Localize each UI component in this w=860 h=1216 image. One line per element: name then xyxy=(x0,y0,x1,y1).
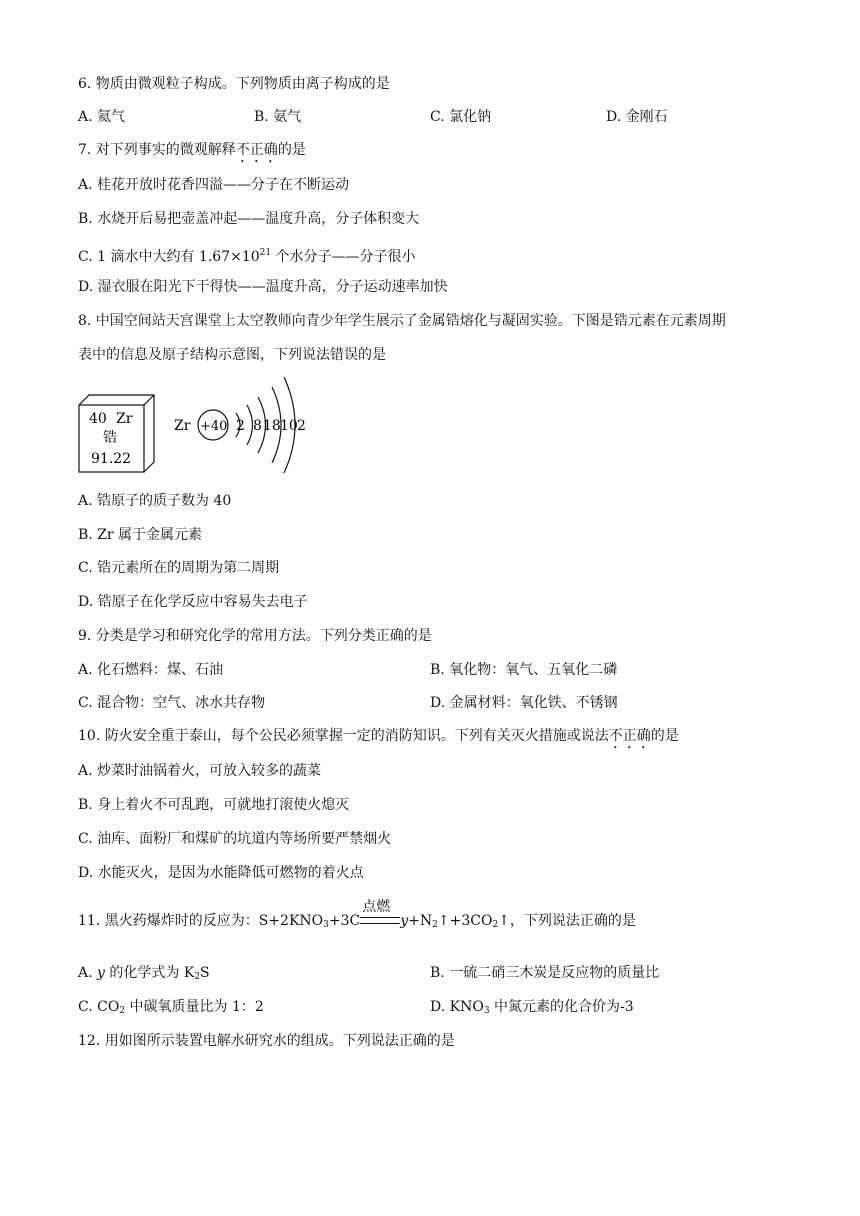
structure-symbol: Zr xyxy=(174,418,191,434)
q11-option-a-pre: A. xyxy=(78,965,98,981)
q8-option-d: D. 锆原子在化学反应中容易失去电子 xyxy=(78,594,308,610)
q12-stem: 12. 用如图所示装置电解水研究水的组成。下列说法正确的是 xyxy=(78,1033,455,1049)
reaction-condition: 点燃 xyxy=(362,899,391,915)
q10-option-b: B. 身上着火不可乱跑，可就地打滚使火熄灭 xyxy=(78,797,350,813)
q9-option-a: A. 化石燃料：煤、石油 xyxy=(78,662,224,678)
shell-arc-2 xyxy=(247,405,253,445)
q8-stem-line2: 表中的信息及原子结构示意图，下列说法错误的是 xyxy=(78,347,386,363)
shell-electrons-1: 2 xyxy=(236,418,245,434)
q11-option-a xyxy=(78,964,210,986)
gas-arrow-icon-2: ↑ xyxy=(498,913,510,929)
q6-option-b: B. 氨气 xyxy=(254,109,302,125)
q10-emphasis: 不正确 xyxy=(608,728,651,744)
q7-option-c xyxy=(78,244,416,266)
q11-option-c xyxy=(78,998,264,1020)
element-name: 锆 xyxy=(103,430,117,446)
q11-option-a-y: y xyxy=(97,965,105,981)
q10-stem xyxy=(78,727,679,752)
q11-option-d-pre: D. KNO xyxy=(430,999,484,1015)
q11-plus-co: +3CO xyxy=(449,913,493,929)
q11-option-d-sub: 3 xyxy=(483,1006,490,1016)
q10-stem-pre: 10. 防火安全重于泰山，每个公民必须掌握一定的消防知识。下列有关灭火措施或说法 xyxy=(78,728,609,744)
q11-option-c-pre: C. CO xyxy=(78,999,120,1015)
shell-electrons-4: 10 xyxy=(280,418,298,434)
q7-emphasis: 不正确 xyxy=(235,142,278,158)
reaction-arrow xyxy=(360,899,400,930)
q7-option-b: B. 水烧开后易把壶盖冲起——温度升高，分子体积变大 xyxy=(78,211,420,227)
q8-stem-line1: 8. 中国空间站天宫课堂上太空教师向青少年学生展示了金属锆熔化与凝固实验。下图是锆元素在元素周期 xyxy=(78,313,726,329)
shell-electrons-5: 2 xyxy=(297,418,306,434)
shell-electrons-2: 8 xyxy=(253,418,262,434)
nucleus-charge: +40 xyxy=(200,419,228,434)
q7-stem-post: 的是 xyxy=(277,142,306,158)
q11-option-a-sub: 2 xyxy=(194,972,201,982)
q8-option-a: A. 锆原子的质子数为 40 xyxy=(78,493,232,509)
shell-electrons-3: 18 xyxy=(263,418,281,434)
q11-stem-post: ，下列说法正确的是 xyxy=(509,913,636,929)
q6-option-d: D. 金刚石 xyxy=(606,109,668,125)
q11-option-b: B. 一硫二硝三木炭是反应物的质量比 xyxy=(430,965,660,981)
q11-option-a-s: S xyxy=(200,965,210,981)
q6-stem: 6. 物质由微观粒子构成。下列物质由离子构成的是 xyxy=(78,76,390,92)
q11-y: y xyxy=(400,913,409,929)
q7-stem xyxy=(78,141,306,166)
q9-option-d: D. 金属材料：氧化铁、不锈钢 xyxy=(430,695,618,711)
q11-sub-2b: 2 xyxy=(492,920,499,930)
q11-stem-pre: 11. 黑火药爆炸时的反应为：S+2KNO xyxy=(78,913,324,929)
q9-option-b: B. 氧化物：氧气、五氧化二磷 xyxy=(430,662,618,678)
q7-option-c-post: 个水分子——分子很小 xyxy=(271,249,416,265)
q6-option-a: A. 氦气 xyxy=(78,109,126,125)
q7-option-c-pre: C. 1 滴水中大约有 1.67×10 xyxy=(78,249,260,265)
q10-option-c: C. 油库、面粉厂和煤矿的坑道内等场所要严禁烟火 xyxy=(78,831,392,847)
q10-option-d: D. 水能灭火，是因为水能降低可燃物的着火点 xyxy=(78,865,364,881)
q7-option-d: D. 湿衣服在阳光下干得快——温度升高，分子运动速率加快 xyxy=(78,279,448,295)
q11-sub-3: 3 xyxy=(323,920,329,930)
q9-option-c: C. 混合物：空气、冰水共存物 xyxy=(78,695,266,711)
q11-option-c-post: 中碳氧质量比为 1：2 xyxy=(125,999,264,1015)
element-symbol: Zr xyxy=(116,411,133,427)
q10-option-a: A. 炒菜时油锅着火，可放入较多的蔬菜 xyxy=(78,763,322,779)
q10-stem-post: 的是 xyxy=(650,728,679,744)
q11-option-d xyxy=(430,998,634,1020)
q11-option-d-post: 中氮元素的化合价为-3 xyxy=(489,999,634,1015)
q11-option-c-sub: 2 xyxy=(119,1006,126,1016)
double-line-icon xyxy=(360,917,400,924)
atomic-number: 40 xyxy=(89,411,107,427)
q11-plus-n: +N xyxy=(408,913,433,929)
q7-option-a: A. 桂花开放时花香四溢——分子在不断运动 xyxy=(78,177,350,193)
q11-plus-3c: +3C xyxy=(328,913,361,929)
zirconium-figure xyxy=(76,375,306,480)
q6-option-c: C. 氯化钠 xyxy=(430,109,492,125)
atomic-mass: 91.22 xyxy=(91,451,132,467)
q8-option-b: B. Zr 属于金属元素 xyxy=(78,527,203,543)
q11-option-a-post: 的化学式为 K xyxy=(104,965,195,981)
q11-sub-2: 2 xyxy=(432,920,438,930)
q8-option-c: C. 锆元素所在的周期为第二周期 xyxy=(78,560,280,576)
gas-arrow-icon: ↑ xyxy=(437,913,450,929)
q9-stem: 9. 分类是学习和研究化学的常用方法。下列分类正确的是 xyxy=(78,628,432,644)
q7-stem-pre: 7. 对下列事实的微观解释 xyxy=(78,142,236,158)
q7-option-c-exponent: 21 xyxy=(259,248,272,258)
q11-stem xyxy=(78,899,636,934)
